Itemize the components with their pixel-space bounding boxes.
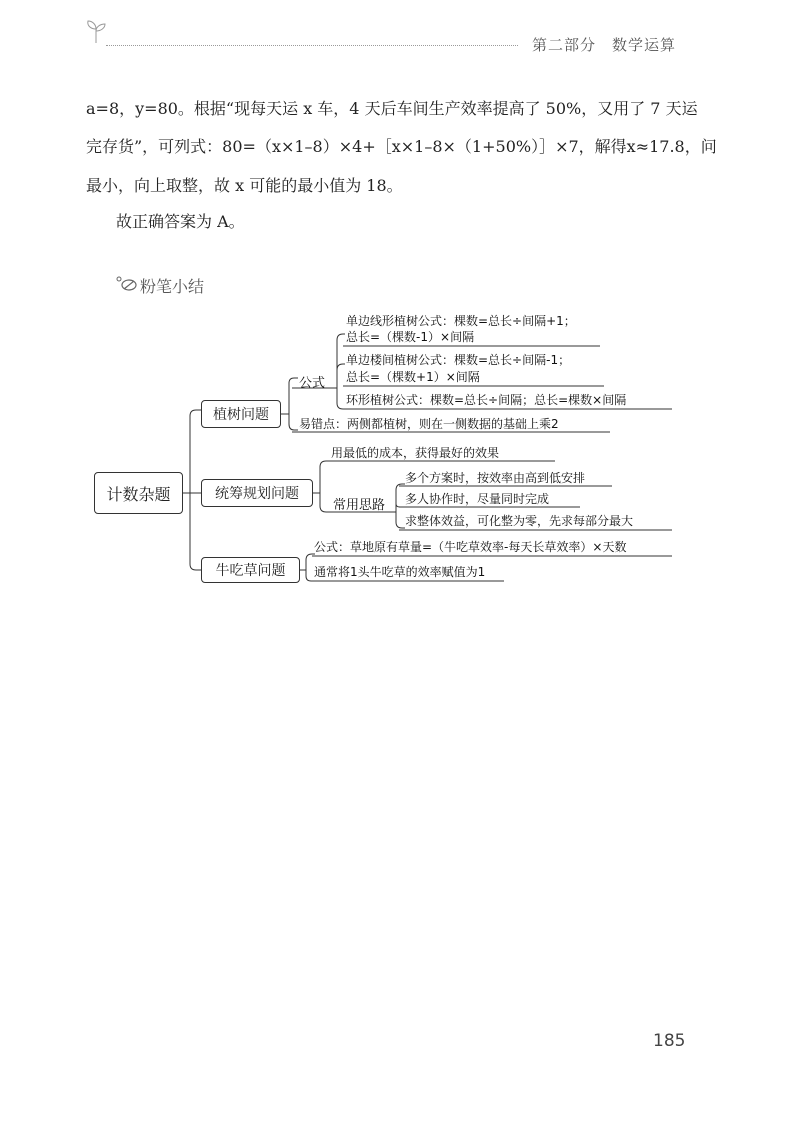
formula-building-2: 总长=（棵数+1）×间隔 <box>346 370 480 384</box>
formula-label: 公式 <box>299 376 326 391</box>
formula-linear-1: 单边线形植树公式：棵数=总长÷间隔+1； <box>346 314 576 328</box>
body-line-3: 最小，向上取整，故 x 可能的最小值为 18。 <box>86 176 403 195</box>
pitfall-note: 易错点：两侧都植树，则在一侧数据的基础上乘2 <box>299 417 559 431</box>
body-line-1: a=8，y=80。根据“现每天运 x 车，4 天后车间生产效率提高了 50%，又用了 7 天运 <box>86 99 698 118</box>
approach-label: 常用思路 <box>333 498 386 513</box>
approach-3: 求整体效益，可化整为零，先求每部分最大 <box>405 514 634 528</box>
page-number: 185 <box>653 1031 686 1051</box>
body-line-2: 完存货”，可列式：80=（x×1–8）×4+［x×1–8×（1+50%）］×7，解得x≈17.8，问 <box>86 137 717 156</box>
approach-2: 多人协作时，尽量同时完成 <box>405 492 550 506</box>
node-tree-planting: 植树问题 <box>201 400 281 428</box>
planning-goal: 用最低的成本，获得最好的效果 <box>331 446 500 460</box>
cow-grass-formula: 公式：草地原有草量=（牛吃草效率-每天长草效率）×天数 <box>314 540 627 554</box>
answer-line: 故正确答案为 A。 <box>116 212 245 231</box>
approach-1: 多个方案时，按效率由高到低安排 <box>405 471 586 485</box>
summary-title: 粉笔小结 <box>140 277 205 296</box>
header-section-title: 第二部分 数学运算 <box>532 36 677 54</box>
node-planning: 统筹规划问题 <box>201 479 313 507</box>
node-cow-grass: 牛吃草问题 <box>201 557 300 583</box>
formula-ring: 环形植树公式：棵数=总长÷间隔；总长=棵数×间隔 <box>346 393 627 407</box>
cow-grass-tip: 通常将1头牛吃草的效率赋值为1 <box>314 565 486 579</box>
formula-linear-2: 总长=（棵数-1）×间隔 <box>346 330 475 344</box>
mindmap-root: 计数杂题 <box>94 472 183 514</box>
formula-building-1: 单边楼间植树公式：棵数=总长÷间隔-1； <box>346 353 571 367</box>
